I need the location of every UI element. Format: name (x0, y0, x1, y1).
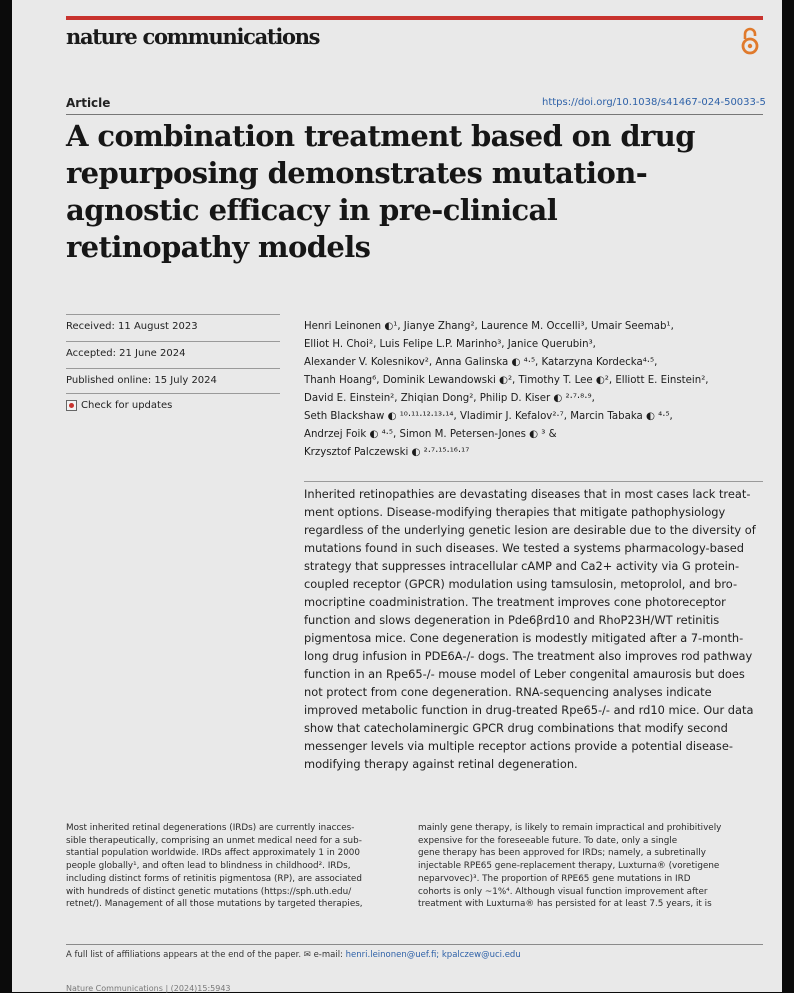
doi-link[interactable]: https://doi.org/10.1038/s41467-024-50033-5 (542, 97, 766, 108)
abstract-line: coupled receptor (GPCR) modulation using tamsulosin, metoprolol, and bro- (304, 577, 738, 591)
abstract-divider (304, 481, 763, 482)
body-line: cohorts is only ~1%⁴. Although visual function improvement after (418, 886, 708, 897)
footnote (66, 950, 521, 960)
body-line: with hundreds of distinct genetic mutations (https://sph.uth.edu/ (66, 886, 352, 897)
received-text: Received: 11 August 2023 (66, 321, 198, 332)
abstract-line: function and slows degeneration in Pde6βrd10 and RhoP23H/WT retinitis (304, 613, 720, 627)
abstract-line: Inherited retinopathies are devastating diseases that in most cases lack treat- (304, 487, 751, 501)
author-line: Henri Leinonen ◐¹, Jianye Zhang², Laurence M. Occelli³, Umair Seemab¹, (304, 321, 674, 332)
abstract-line: show that catecholaminergic GPCR drug combinations that modify second (304, 721, 728, 735)
abstract (304, 485, 766, 773)
accepted-date (66, 348, 280, 359)
email-links[interactable]: henri.leinonen@uef.fi; kpalczew@uci.edu (345, 950, 521, 960)
footnote-rule (66, 944, 763, 945)
abstract-line: pigmentosa mice. Cone degeneration is modestly mitigated after a 7-month- (304, 631, 744, 645)
abstract-line: function in an Rpe65-/- mouse model of Leber congenital amaurosis but does (304, 667, 745, 681)
body-line: sible therapeutically, comprising an unmet medical need for a sub- (66, 835, 362, 846)
article-title: A combination treatment based on drug repurposing demonstrates mutation-agnostic efficacy in pre-clinical retinopathy models (66, 119, 695, 264)
abstract-line: regardless of the underlying genetic lesion are desirable due to the diversity of (304, 523, 756, 537)
abstract-line: long drug infusion in PDE6A-/- dogs. The treatment also improves rod pathway (304, 649, 753, 663)
author-line: Elliot H. Choi², Luis Felipe L.P. Marinho³, Janice Querubin³, (304, 339, 596, 350)
published-text: Published online: 15 July 2024 (66, 375, 217, 386)
author-line: David E. Einstein², Zhiqian Dong², Philip D. Kiser ◐ ²·⁷·⁸·⁹, (304, 393, 595, 404)
author-list (304, 318, 766, 462)
meta-divider (66, 368, 280, 369)
header-red-bar (66, 16, 763, 20)
body-line: retnet/). Management of all those mutations by targeted therapies, (66, 899, 363, 910)
body-line: treatment with Luxturna® has persisted for at least 7.5 years, it is (418, 899, 712, 910)
abstract-line: mutations found in such diseases. We tested a systems pharmacology-based (304, 541, 745, 555)
check-updates[interactable] (66, 400, 280, 411)
check-updates-label: Check for updates (81, 400, 173, 411)
abstract-line: ment options. Disease-modifying therapies that mitigate pathophysiology (304, 505, 726, 519)
abstract-line: not protect from cone degeneration. RNA-sequencing analyses indicate (304, 685, 712, 699)
body-line: people globally¹, and often lead to blindness in childhood². IRDs, (66, 861, 351, 872)
paper-page (12, 0, 782, 992)
body-line: neparvovec)³. The proportion of RPE65 gene mutations in IRD (418, 873, 691, 884)
affiliations-note: A full list of affiliations appears at the end of the paper. (66, 950, 302, 960)
check-updates-icon (66, 400, 77, 411)
abstract-line: mocriptine coadministration. The treatment improves cone photoreceptor (304, 595, 726, 609)
accepted-text: Accepted: 21 June 2024 (66, 348, 186, 359)
email-label: e-mail: (313, 950, 343, 960)
published-date (66, 375, 280, 386)
author-line: Seth Blackshaw ◐ ¹⁰·¹¹·¹²·¹³·¹⁴, Vladimir J. Kefalov²·⁷, Marcin Tabaka ◐ ⁴·⁵, (304, 411, 673, 422)
body-column-right (418, 822, 764, 911)
body-line: stantial population worldwide. IRDs affect approximately 1 in 2000 (66, 848, 360, 859)
abstract-line: improved metabolic function in drug-treated Rpe65-/- and rd10 mice. Our data (304, 703, 754, 717)
abstract-line: modifying therapy against retinal degeneration. (304, 757, 578, 771)
body-line: expensive for the foreseeable future. To date, only a single (418, 835, 678, 846)
abstract-line: messenger levels via multiple receptor actions provide a potential disease- (304, 739, 733, 753)
author-line: Thanh Hoang⁶, Dominik Lewandowski ◐², Timothy T. Lee ◐², Elliott E. Einstein², (304, 375, 709, 386)
body-line: injectable RPE65 gene-replacement therapy, Luxturna® (voretigene (418, 861, 720, 872)
meta-divider (66, 314, 280, 315)
body-line: mainly gene therapy, is likely to remain impractical and prohibitively (418, 823, 722, 833)
body-column-left (66, 822, 412, 911)
author-line: Andrzej Foik ◐ ⁴·⁵, Simon M. Petersen-Jones ◐ ³ & (304, 429, 557, 440)
body-line: gene therapy has been approved for IRDs; namely, a subretinally (418, 848, 706, 859)
author-line: Krzysztof Palczewski ◐ ²·⁷·¹⁵·¹⁶·¹⁷ (304, 447, 470, 458)
body-line: including distinct forms of retinitis pigmentosa (RP), are associated (66, 873, 362, 884)
header-rule (66, 114, 763, 115)
body-line: Most inherited retinal degenerations (IRDs) are currently inacces- (66, 823, 355, 833)
page-footer: Nature Communications | (2024)15:5943 (66, 984, 231, 993)
received-date (66, 321, 280, 332)
envelope-icon: ✉ (303, 950, 314, 960)
open-access-icon (739, 26, 761, 56)
meta-divider (66, 341, 280, 342)
check-updates-button[interactable] (66, 400, 280, 411)
abstract-line: strategy that suppresses intracellular cAMP and Ca2+ activity via G protein- (304, 559, 740, 573)
article-type-label: Article (66, 96, 111, 110)
author-line: Alexander V. Kolesnikov², Anna Galinska ◐ ⁴·⁵, Katarzyna Kordecka⁴·⁵, (304, 357, 658, 368)
meta-divider (66, 393, 280, 394)
journal-name: nature communications (66, 24, 320, 49)
